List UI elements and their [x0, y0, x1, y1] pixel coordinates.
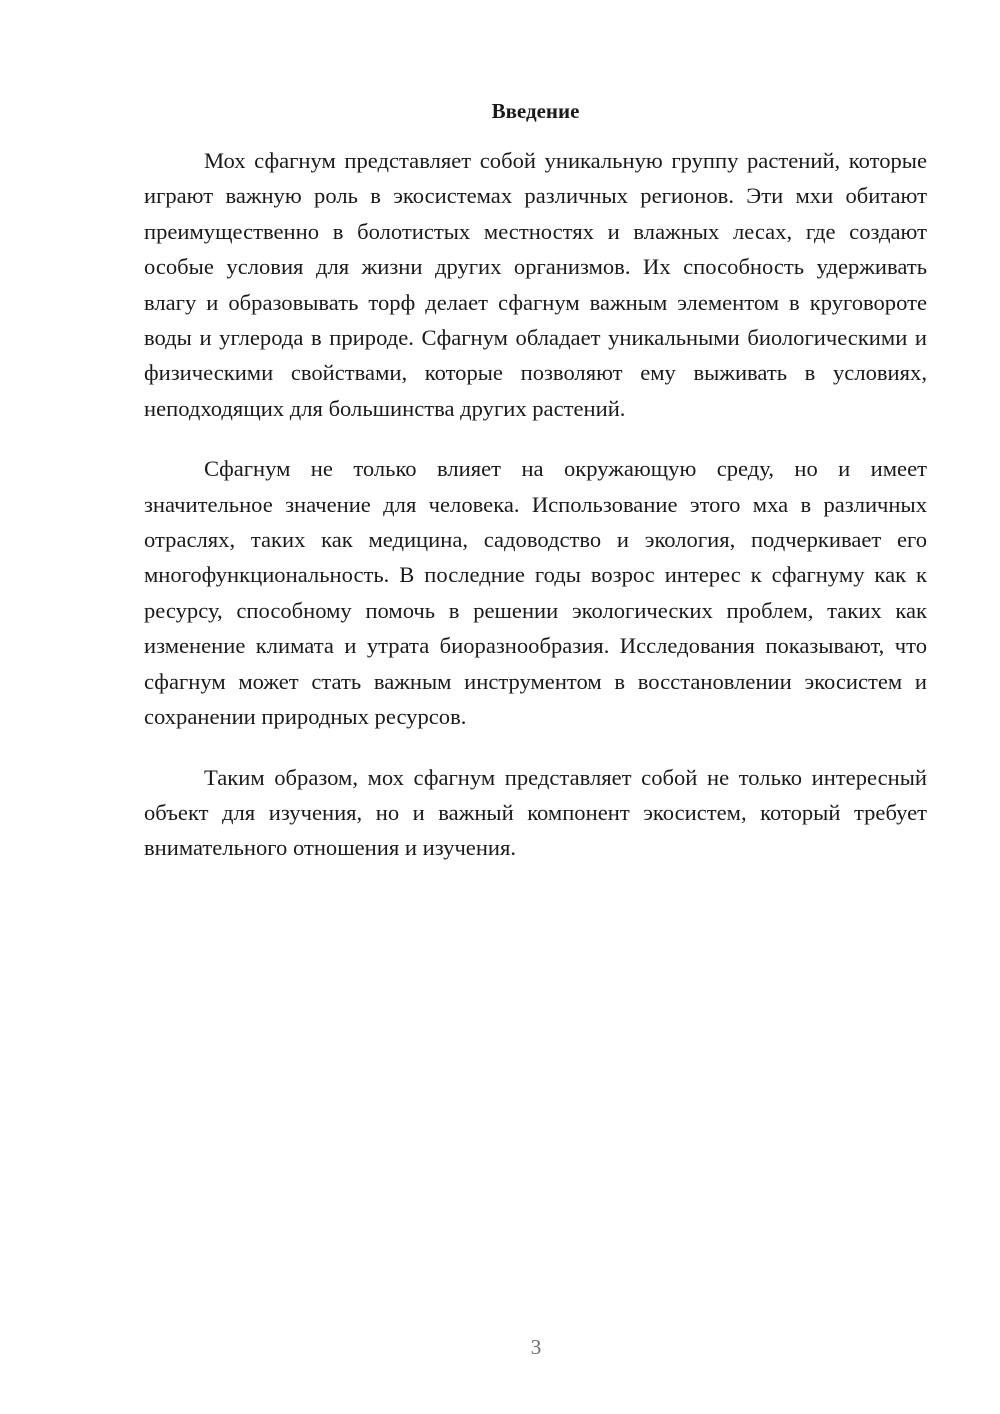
paragraph-1: Мох сфагнум представляет собой уникальную группу растений, которые играют важную роль в экосистемах различных регионов. Эти мхи обитают преимущественно в болотистых местностях и влажных лесах, где создают особые условия для жизни других организмов. Их способность удерживать влагу и образовывать торф делает сфагнум важным элементом в круговороте воды и углерода в природе. Сфагнум обладает уникальными биологическими и физическими свойствами, которые позволяют ему выживать в условиях, неподходящих для большинства других растений. [144, 148, 927, 421]
section-heading: Введение [491, 99, 580, 123]
paragraph-3: Таким образом, мох сфагнум представляет собой не только интересный объект для изучения, но и важный компонент экосистем, который требует внимательного отношения и изучения. [144, 764, 927, 861]
page-number: 3 [530, 1335, 542, 1359]
body-text [144, 143, 927, 891]
paragraph-2: Сфагнум не только влияет на окружающую среду, но и имеет значительное значение для человека. Использование этого мха в различных отраслях, таких как медицина, садоводство и экология, подчеркивает его многофункциональность. В последние годы возрос интерес к сфагнуму как к ресурсу, способному помочь в решении экологических проблем, таких как изменение климата и утрата биоразнообразия. Исследования показывают, что сфагнум может стать важным инструментом в восстановлении экосистем и сохранении природных ресурсов. [144, 456, 927, 730]
